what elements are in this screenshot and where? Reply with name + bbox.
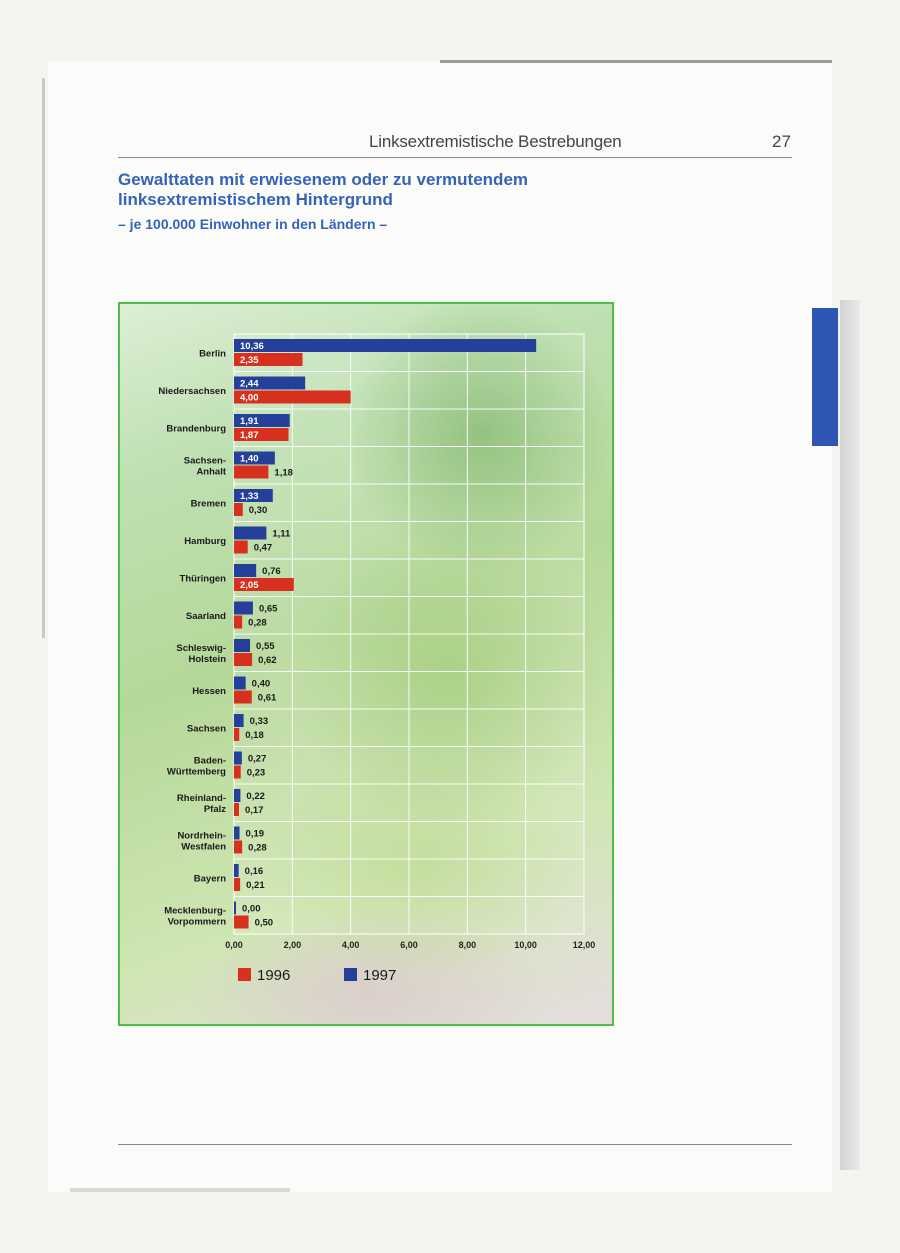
category-label: Hamburg bbox=[184, 535, 226, 547]
category-label: Thüringen bbox=[179, 573, 226, 585]
legend-swatch-1996 bbox=[238, 968, 251, 981]
figure-subtitle: – je 100.000 Einwohner in den Ländern – bbox=[118, 216, 388, 232]
x-tick-label: 6,00 bbox=[400, 940, 418, 950]
value-label-1997: 0,65 bbox=[258, 603, 278, 615]
value-label-1996: 0,62 bbox=[258, 655, 277, 666]
bar-1996 bbox=[234, 466, 268, 479]
legend-swatch-1997 bbox=[344, 968, 357, 981]
category-label: Pfalz bbox=[203, 803, 226, 815]
bar-1996 bbox=[234, 728, 239, 741]
bar-1997 bbox=[234, 639, 250, 652]
value-label-1997: 2,44 bbox=[240, 378, 259, 390]
running-header: Linksextremistische Bestrebungen bbox=[369, 132, 622, 151]
value-label-1996: 0,47 bbox=[253, 542, 273, 554]
value-label-1997: 1,33 bbox=[240, 491, 259, 502]
value-label-1996: 0,61 bbox=[257, 692, 277, 704]
chapter-tab-marker bbox=[812, 308, 838, 446]
category-label: Baden- bbox=[193, 755, 226, 767]
x-tick-label: 0,00 bbox=[225, 940, 243, 950]
category-label: Saarland bbox=[185, 610, 226, 622]
category-label: Vorpommern bbox=[167, 916, 226, 928]
value-label-1996: 4,00 bbox=[240, 392, 259, 404]
bar-chart bbox=[120, 304, 612, 1024]
header-rule bbox=[118, 157, 792, 158]
bar-1997 bbox=[234, 714, 244, 727]
bar-1997 bbox=[234, 864, 239, 877]
bar-1996 bbox=[234, 878, 240, 891]
value-label-1996: 0,28 bbox=[248, 842, 267, 854]
legend-label-1997: 1997 bbox=[363, 967, 397, 984]
bar-1996 bbox=[234, 653, 252, 666]
figure-title-line-1: Gewalttaten mit erwiesenem oder zu vermutendem bbox=[118, 170, 529, 189]
legend-label-1996: 1996 bbox=[257, 967, 291, 984]
bar-1997 bbox=[234, 339, 536, 352]
value-label-1997: 1,40 bbox=[240, 453, 259, 465]
value-label-1996: 2,35 bbox=[240, 355, 259, 366]
category-label: Sachsen- bbox=[183, 455, 226, 467]
scan-top-edge bbox=[440, 60, 832, 63]
bar-1997 bbox=[234, 752, 242, 765]
bar-1997 bbox=[234, 527, 266, 540]
x-tick-label: 10,00 bbox=[514, 940, 537, 950]
category-label: Rheinland- bbox=[176, 792, 226, 804]
x-tick-label: 4,00 bbox=[341, 940, 360, 950]
footer-rule bbox=[118, 1144, 792, 1145]
bar-1996 bbox=[234, 503, 243, 516]
bar-1996 bbox=[234, 691, 252, 704]
category-label: Württemberg bbox=[166, 766, 226, 778]
value-label-1997: 0,22 bbox=[246, 791, 265, 802]
category-label: Mecklenburg- bbox=[164, 905, 226, 917]
value-label-1997: 0,27 bbox=[247, 753, 267, 765]
category-label: Bayern bbox=[193, 873, 226, 885]
value-label-1996: 1,87 bbox=[240, 430, 259, 441]
bar-1997 bbox=[234, 564, 256, 577]
category-label: Niedersachsen bbox=[158, 385, 226, 397]
value-label-1997: 0,19 bbox=[245, 828, 265, 840]
bar-1996 bbox=[234, 766, 241, 779]
category-label: Nordrhein- bbox=[177, 830, 226, 842]
category-label: Bremen bbox=[190, 498, 226, 510]
value-label-1997: 0,55 bbox=[256, 641, 275, 652]
bar-1997 bbox=[234, 902, 236, 915]
chart-frame bbox=[118, 302, 614, 1026]
value-label-1996: 0,18 bbox=[245, 730, 264, 741]
scan-bottom-shadow bbox=[70, 1188, 290, 1192]
bar-1996 bbox=[234, 803, 239, 816]
page-number: 27 bbox=[772, 132, 791, 151]
category-label: Brandenburg bbox=[166, 423, 226, 435]
bar-1997 bbox=[234, 602, 253, 615]
value-label-1997: 1,11 bbox=[272, 528, 291, 540]
x-tick-label: 12,00 bbox=[572, 940, 596, 950]
value-label-1996: 0,23 bbox=[246, 767, 266, 779]
category-label: Berlin bbox=[199, 348, 226, 360]
value-label-1996: 0,50 bbox=[254, 917, 274, 929]
category-label: Schleswig- bbox=[176, 642, 226, 654]
category-label: Westfalen bbox=[181, 841, 226, 853]
value-label-1997: 0,00 bbox=[242, 903, 261, 915]
bar-1997 bbox=[234, 827, 240, 840]
bar-1996 bbox=[234, 541, 248, 554]
figure-title bbox=[118, 170, 528, 210]
value-label-1997: 0,76 bbox=[262, 566, 281, 577]
bar-1996 bbox=[234, 916, 249, 929]
scan-right-shadow bbox=[840, 300, 860, 1170]
scan-left-edge bbox=[42, 78, 45, 638]
bar-1997 bbox=[234, 789, 240, 802]
value-label-1997: 1,91 bbox=[240, 416, 259, 427]
bar-1997 bbox=[234, 677, 246, 690]
value-label-1997: 10,36 bbox=[240, 341, 264, 352]
value-label-1996: 2,05 bbox=[240, 580, 259, 591]
category-label: Hessen bbox=[192, 685, 226, 697]
value-label-1996: 0,21 bbox=[246, 880, 265, 891]
category-label: Anhalt bbox=[196, 466, 226, 478]
category-label: Sachsen bbox=[186, 723, 226, 735]
value-label-1997: 0,16 bbox=[244, 866, 264, 877]
value-label-1997: 0,40 bbox=[251, 678, 271, 690]
bar-1996 bbox=[234, 616, 242, 629]
value-label-1996: 0,30 bbox=[248, 505, 268, 516]
x-tick-label: 2,00 bbox=[283, 940, 302, 950]
value-label-1997: 0,33 bbox=[249, 716, 269, 727]
value-label-1996: 0,17 bbox=[244, 805, 264, 816]
bar-1996 bbox=[234, 841, 242, 854]
x-tick-label: 8,00 bbox=[458, 940, 477, 950]
value-label-1996: 0,28 bbox=[248, 617, 267, 629]
category-label: Holstein bbox=[188, 653, 226, 665]
value-label-1996: 1,18 bbox=[274, 467, 293, 479]
figure-title-line-2: linksextremistischem Hintergrund bbox=[118, 190, 393, 209]
